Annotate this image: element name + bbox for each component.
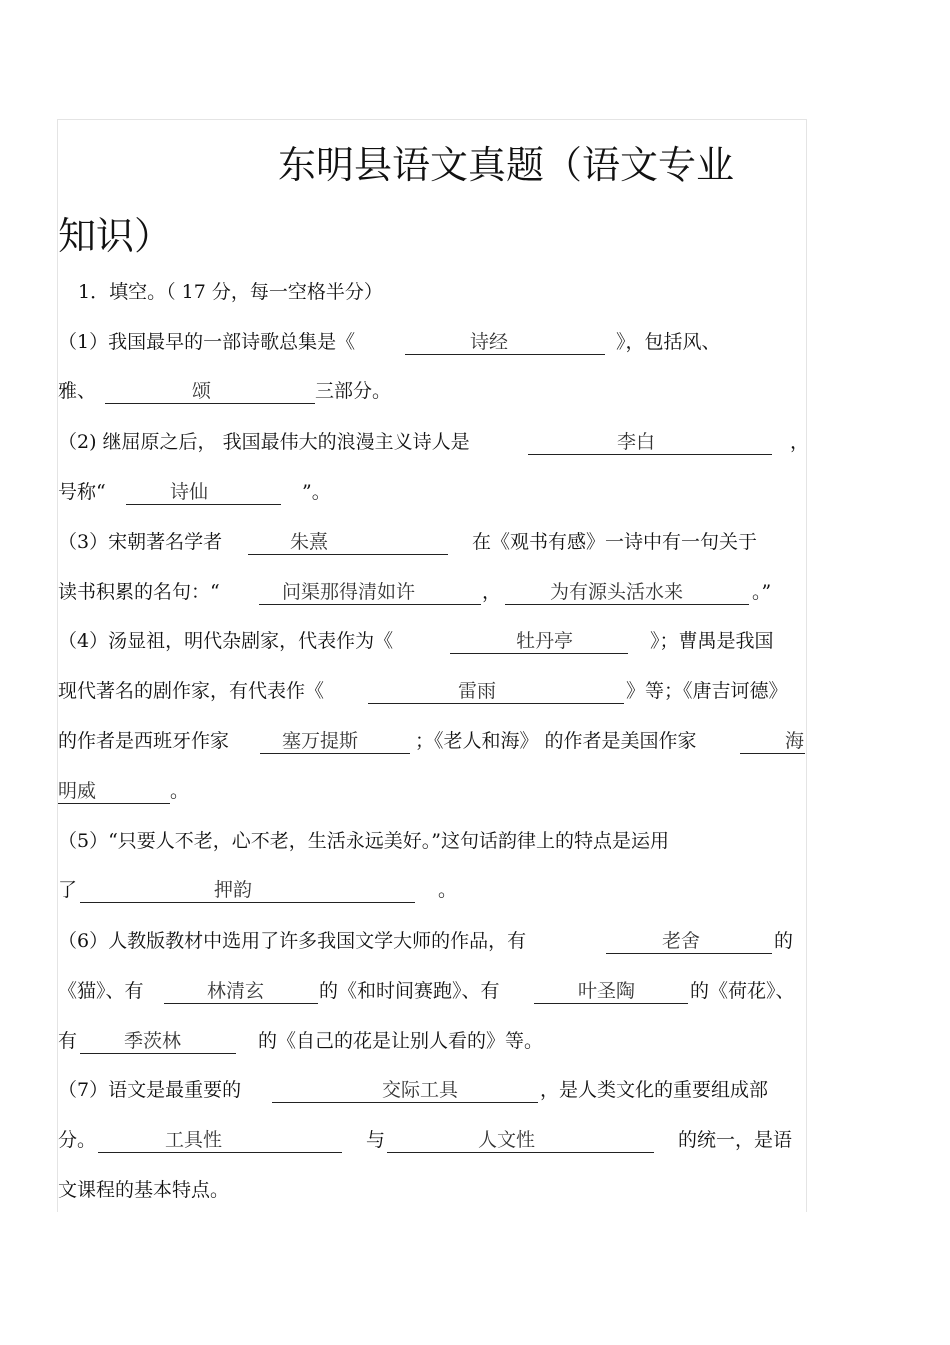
item2-text-d: ”。 [302, 481, 331, 503]
item5-text-c: 。 [438, 879, 458, 901]
item6-text-a: （6）人教版教材中选用了许多我国文学大师的作品，有 [58, 930, 527, 952]
answer-text: 林清玄 [207, 980, 265, 1002]
answer-text: 颂 [192, 380, 212, 402]
item4-text-b: 》；曹禺是我国 [650, 630, 774, 652]
answer-text: 问渠那得清如许 [282, 581, 416, 603]
doc-title-line1: 东明县语文真题（语文专业 [278, 143, 735, 187]
item2-text-b: ， [790, 431, 810, 453]
item7-text-a: （7）语文是最重要的 [58, 1079, 242, 1101]
question-heading: 1．填空。（ 17 分，每一空格半分） [78, 281, 383, 303]
item4-text-e: 的作者是西班牙作家 [58, 730, 230, 752]
answer-text: 人文性 [478, 1129, 536, 1151]
answer-text: 塞万提斯 [282, 730, 359, 752]
answer-text: 交际工具 [382, 1079, 459, 1101]
answer-text: 工具性 [165, 1129, 223, 1151]
item6-text-b: 的 [774, 930, 794, 952]
item6-text-g: 的《自己的花是让别人看的》等。 [258, 1030, 544, 1052]
item4-text-g: 。 [170, 780, 190, 802]
item7-text-e: 的统一，是语 [678, 1129, 793, 1151]
answer-text: 叶圣陶 [578, 980, 636, 1002]
answer-text: 老舍 [662, 930, 701, 952]
item2-text-a: （2) 继屈原之后， 我国最伟大的浪漫主义诗人是 [58, 431, 470, 453]
answer-text: 明威 [58, 780, 97, 802]
item4-text-a: （4）汤显祖，明代杂剧家，代表作为《 [58, 630, 394, 652]
answer-text: 朱熹 [290, 531, 329, 553]
item4-text-c: 现代著名的剧作家，有代表作《 [58, 680, 325, 702]
item1-text-a: （1）我国最早的一部诗歌总集是《 [58, 331, 356, 353]
doc-title-line2: 知识） [58, 214, 173, 258]
answer-blank [248, 528, 448, 555]
item3-text-b: 在《观书有感》一诗中有一句关于 [472, 531, 758, 553]
answer-text: 押韵 [214, 879, 253, 901]
item3-text-a: （3）宋朝著名学者 [58, 531, 223, 553]
item4-text-d: 》等；《唐吉诃德》 [626, 680, 788, 702]
item3-text-c: 读书积累的名句：“ [58, 581, 220, 603]
item3-text-e: 。” [752, 581, 772, 603]
item5-text-a: （5）“只要人不老，心不老，生活永远美好。”这句话韵律上的特点是运用 [58, 830, 670, 852]
answer-text: 李白 [617, 431, 656, 453]
answer-text: 雷雨 [458, 680, 497, 702]
item1-text-b: 》，包括风、 [616, 331, 721, 353]
answer-text: 海 [785, 730, 805, 752]
answer-text: 季茨林 [124, 1030, 182, 1052]
item7-text-f: 文课程的基本特点。 [58, 1179, 230, 1201]
item1-text-c: 雅、 [58, 380, 97, 402]
answer-text: 牡丹亭 [516, 630, 574, 652]
item7-text-d: 与 [366, 1129, 386, 1151]
item6-text-d: 的《和时间赛跑》、有 [319, 980, 500, 1002]
answer-text: 为有源头活水来 [550, 581, 684, 603]
item3-text-d: ， [482, 581, 502, 603]
item7-text-c: 分。 [58, 1129, 97, 1151]
item6-text-e: 的《荷花》、 [690, 980, 795, 1002]
item5-text-b: 了 [58, 879, 78, 901]
answer-text: 诗仙 [170, 481, 209, 503]
item7-text-b: ，是人类文化的重要组成部 [540, 1079, 769, 1101]
answer-text: 诗经 [470, 331, 509, 353]
item6-text-f: 有 [58, 1030, 78, 1052]
item4-text-f: ；《老人和海》 的作者是美国作家 [415, 730, 697, 752]
item6-text-c: 《猫》、有 [58, 980, 144, 1002]
item2-text-c: 号称“ [58, 481, 106, 503]
item1-text-d: 三部分。 [315, 380, 392, 402]
